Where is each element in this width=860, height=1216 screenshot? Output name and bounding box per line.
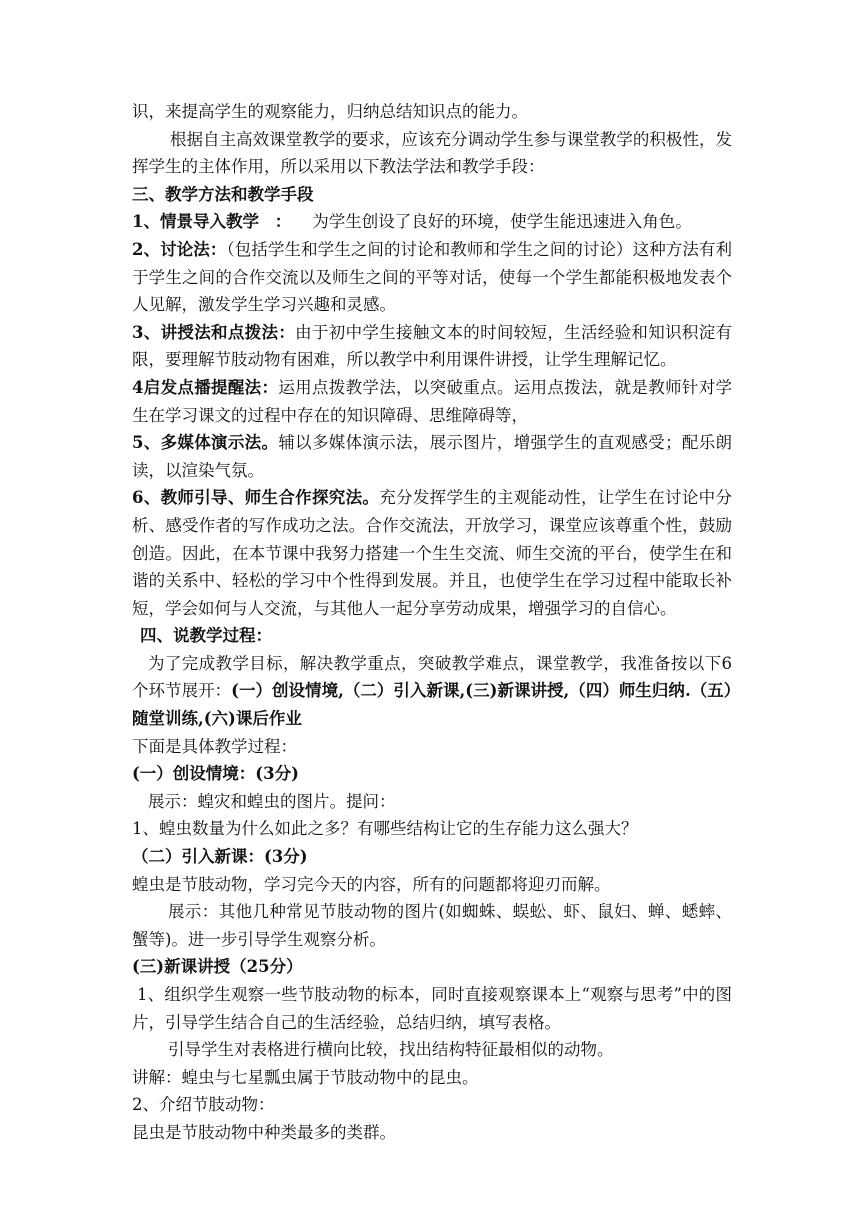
heading-step-2: （二）引入新课：(3分) <box>132 847 308 867</box>
method-1-colon: ： <box>274 212 292 232</box>
method-4-label: 4启发点播提醒法： <box>132 377 279 397</box>
paragraph-steps <box>132 650 732 733</box>
paragraph-intro: 根据自主高效课堂教学的要求，应该充分调动学生参与课堂教学的积极性，发挥学生的主体作用，所以采用以下教法学法和教学手段： <box>132 129 732 177</box>
paragraph-continuation: 识，来提高学生的观察能力，归纳总结知识点的能力。 <box>132 102 528 121</box>
paragraph-observe-specimens: 1、组织学生观察一些节肢动物的标本，同时直接观察课本上“观察与思考”中的图片，引导学生结合自己的生活经验，总结归纳，填写表格。 <box>132 985 732 1032</box>
paragraph-introduce-arthropods: 2、介绍节肢动物： <box>132 1095 275 1115</box>
method-5-label: 5、多媒体演示法。 <box>132 433 279 453</box>
method-6-label: 6、教师引导、师生合作探究法。 <box>132 488 380 508</box>
method-5-text: 辅以多媒体演示法，展示图片，增强学生的直观感受；配乐朗读，以渲染气氛。 <box>132 433 733 480</box>
question-1: 1、蝗虫数量为什么如此之多？有哪些结构让它的生存能力这么强大？ <box>132 819 638 839</box>
method-2-label: 2、讨论法： <box>132 239 227 259</box>
document-page <box>132 98 732 1147</box>
method-3 <box>132 319 732 374</box>
method-5 <box>132 429 732 484</box>
method-2-text: （包括学生和学生之间的讨论和教师和学生之间的讨论）这种方法有利于学生之间的合作交流以及师生之间的平等对话，使每一个学生都能积极地发表个人见解，激发学生学习兴趣和灵感。 <box>132 239 733 315</box>
method-2 <box>132 236 732 319</box>
heading-step-3: (三)新课讲授（25分） <box>132 957 303 977</box>
paragraph-insects: 昆虫是节肢动物中种类最多的类群。 <box>132 1122 396 1142</box>
paragraph-locust-arthropod: 蝗虫是节肢动物，学习完今天的内容，所有的问题都将迎刃而解。 <box>132 874 611 894</box>
method-1 <box>132 208 732 236</box>
method-4 <box>132 374 732 429</box>
paragraph-compare-table: 引导学生对表格进行横向比较，找出结构特征最相似的动物。 <box>168 1040 614 1060</box>
heading-teaching-methods: 三、教学方法和教学手段 <box>132 184 314 204</box>
method-3-label: 3、讲授法和点拨法： <box>132 322 296 342</box>
method-4-text: 运用点拨教学法，以突破重点。运用点拨法，就是教师针对学生在学习课文的过程中存在的知识障碍、思维障碍等， <box>132 377 733 425</box>
method-1-text: 为学生创设了良好的环境，使学生能迅速进入角色。 <box>312 212 692 232</box>
heading-teaching-process: 四、说教学过程： <box>140 626 272 646</box>
paragraph-explain: 讲解：蝗虫与七星瓢虫属于节肢动物中的昆虫。 <box>132 1067 479 1087</box>
steps-text: 为了完成教学目标，解决教学重点，突破教学难点，课堂教学，我准备按以下6个环节展开： <box>132 653 732 701</box>
paragraph-show-locust: 展示：蝗灾和蝗虫的图片。提问： <box>148 791 396 811</box>
method-3-text: 由于初中学生接触文本的时间较短，生活经验和知识积淀有限，要理解节肢动物有困难，所以教学中利用课件讲授，让学生理解记忆。 <box>132 322 733 370</box>
heading-step-1: (一）创设情境：(3分) <box>132 764 299 784</box>
paragraph-show-arthropods: 展示：其他几种常见节肢动物的图片(如蜘蛛、蜈蚣、虾、鼠妇、蝉、蟋蟀、蟹等)。进一步引导学生观察分析。 <box>132 902 732 949</box>
method-6 <box>132 484 732 622</box>
paragraph-process-intro: 下面是具体教学过程： <box>132 736 297 756</box>
method-1-label: 1、情景导入教学 <box>132 212 259 232</box>
method-6-text: 充分发挥学生的主观能动性，让学生在讨论中分析、感受作者的写作成功之法。合作交流法，开放学习，课堂应该尊重个性，鼓励创造。因此，在本节课中我努力搭建一个生生交流、师生交流的平台，使学生在和谐的关系中、轻松的学习中个性得到发展。并且，也使学生在学习过程中能取长补短，学会如何与人交流，与其他人一起分享劳动成果，增强学习的自信心。 <box>132 488 732 618</box>
steps-list: (一）创设情境,（二）引入新课,(三)新课讲授,（四）师生归纳.（五）随堂训练,(六)课后作业 <box>132 681 733 729</box>
